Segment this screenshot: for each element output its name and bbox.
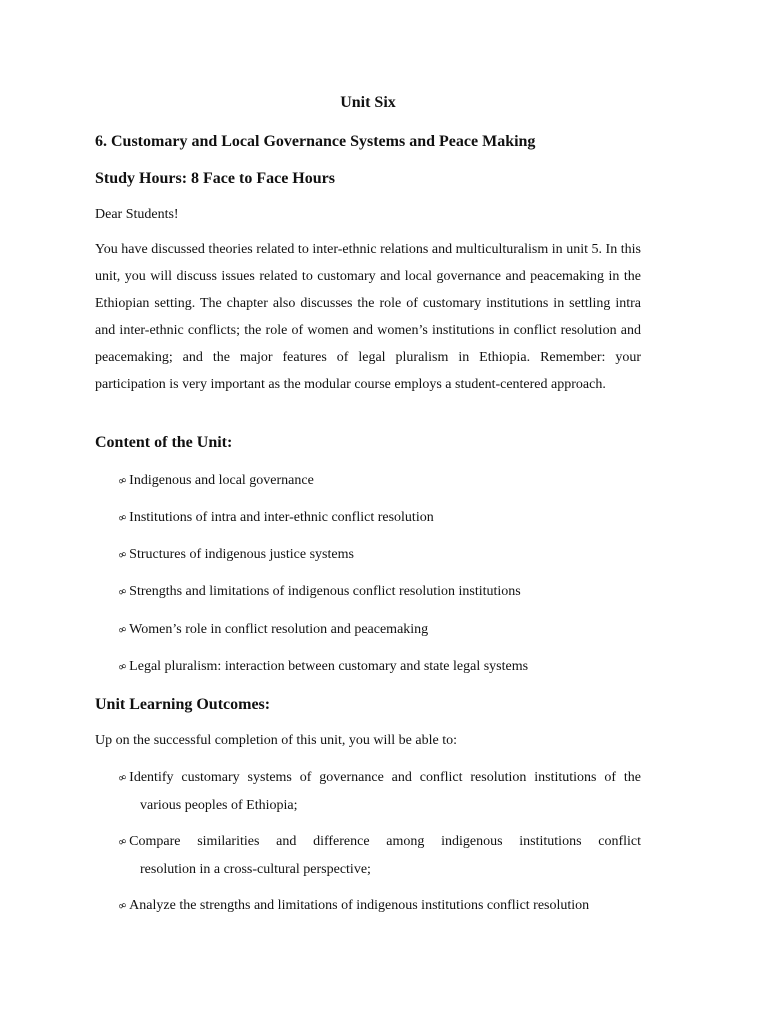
link-bullet-icon: ∞ <box>115 509 129 526</box>
outcome-item: ∞Identify customary systems of governance and conflict resolution institutions of the various peoples of Ethiopia; <box>118 764 641 820</box>
greeting: Dear Students! <box>95 207 179 222</box>
unit-title: Unit Six <box>340 94 396 111</box>
list-item: ∞Institutions of intra and inter-ethnic conflict resolution <box>118 507 434 529</box>
link-bullet-icon: ∞ <box>115 546 129 563</box>
outcomes-heading: Unit Learning Outcomes: <box>95 696 271 713</box>
list-item: ∞Legal pluralism: interaction between customary and state legal systems <box>118 656 528 678</box>
link-bullet-icon: ∞ <box>115 583 129 600</box>
list-item: ∞Structures of indigenous justice systems <box>118 544 354 566</box>
list-item: ∞Women’s role in conflict resolution and peacemaking <box>118 619 428 641</box>
chapter-title: 6. Customary and Local Governance Systems and Peace Making <box>95 133 536 150</box>
link-bullet-icon: ∞ <box>115 897 129 914</box>
outcomes-intro: Up on the successful completion of this unit, you will be able to: <box>95 733 457 748</box>
list-item: ∞Indigenous and local governance <box>118 470 314 492</box>
study-hours: Study Hours: 8 Face to Face Hours <box>95 170 335 187</box>
link-bullet-icon: ∞ <box>115 769 129 786</box>
link-bullet-icon: ∞ <box>115 658 129 675</box>
link-bullet-icon: ∞ <box>115 833 129 850</box>
intro-paragraph: You have discussed theories related to inter-ethnic relations and multiculturalism in unit 5. In this unit, you will discuss issues related to customary and local governance and peacemaking in the Ethiopian setting. The chapter also discusses the role of customary institutions in settling intra and inter-ethnic conflicts; the role of women and women’s institutions in conflict resolution and peacemaking; and the major features of legal pluralism in Ethiopia. Remember: your participation is very important as the modular course employs a student-centered approach. <box>95 242 641 392</box>
link-bullet-icon: ∞ <box>115 472 129 489</box>
link-bullet-icon: ∞ <box>115 621 129 638</box>
outcome-item: ∞Analyze the strengths and limitations of indigenous institutions conflict resolution <box>118 895 589 917</box>
list-item: ∞Strengths and limitations of indigenous conflict resolution institutions <box>118 581 521 603</box>
content-heading: Content of the Unit: <box>95 434 233 451</box>
outcome-item: ∞Compare similarities and difference among indigenous institutions conflict resolution in a cross-cultural perspective; <box>118 828 641 884</box>
